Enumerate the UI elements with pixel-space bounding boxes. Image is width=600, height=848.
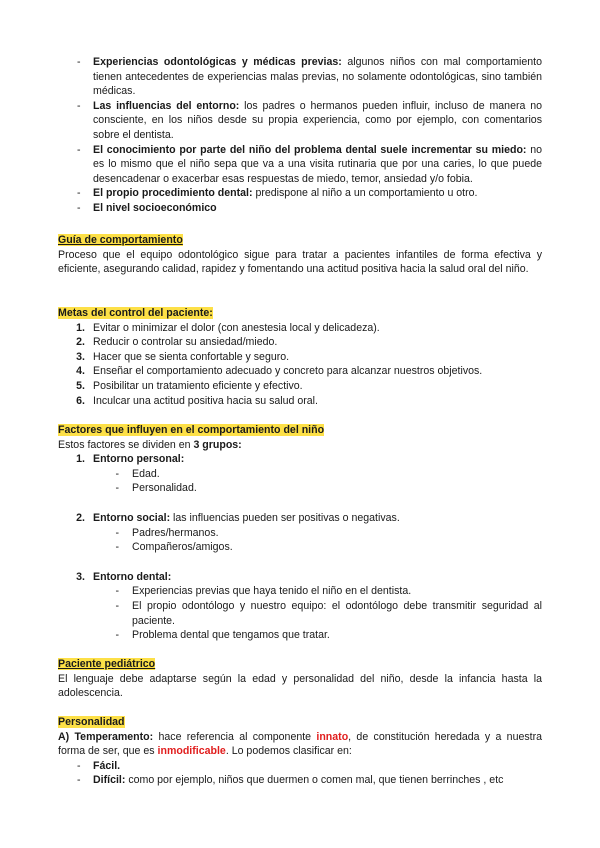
sub-text: Edad. bbox=[132, 467, 160, 480]
bullet-bold-label: El conocimiento por parte del niño del problema dental suele incrementar su miedo: bbox=[93, 143, 527, 156]
item-text: Inculcar una actitud positiva hacia su salud oral. bbox=[93, 394, 318, 407]
item-text: Evitar o minimizar el dolor (con anestesia local y delicadeza). bbox=[93, 321, 380, 334]
item-number: 2. bbox=[76, 336, 85, 349]
factores-section bbox=[58, 423, 542, 643]
numbered-item bbox=[58, 394, 542, 409]
section-heading: Guía de comportamiento bbox=[58, 234, 183, 246]
item-text: Enseñar el comportamiento adecuado y concreto para alcanzar nuestros objetivos. bbox=[93, 365, 483, 378]
item-number: 3. bbox=[76, 350, 85, 363]
numbered-item bbox=[58, 335, 542, 350]
paciente-section bbox=[58, 657, 542, 701]
paragraph: Proceso que el equipo odontológico sigue para tratar a pacientes infantiles de forma efectiva y eficiente, asegurando calidad, rapidez y fomentando una actitud positiva hacia la salud oral del niño. bbox=[58, 248, 542, 276]
item-number: 3. bbox=[76, 570, 85, 583]
list-item bbox=[58, 99, 542, 143]
list-item bbox=[58, 773, 542, 788]
group-item bbox=[58, 452, 542, 467]
bullet-text: los padres o hermanos pueden influir, incluso de manera no consciente, en los niños desde su propia experiencia, como por ejemplo, con comentarios sobre el dentista. bbox=[93, 99, 542, 141]
bullet-dash: - bbox=[77, 759, 81, 772]
bullet-bold-label: Las influencias del entorno: bbox=[93, 99, 240, 112]
bullet-dash: - bbox=[77, 201, 81, 214]
bullet-bold-label: Fácil. bbox=[93, 759, 121, 772]
sub-item bbox=[58, 599, 542, 628]
bullet-dash: - bbox=[77, 56, 81, 68]
item-number: 1. bbox=[76, 321, 85, 334]
bullet-dash: - bbox=[115, 482, 119, 495]
paragraph-label: A) Temperamento: bbox=[58, 730, 154, 743]
bullet-text: algunos niños con mal comportamiento tienen antecedentes de experiencias malas previas, no solamente odontológicas, sino también médicas. bbox=[93, 56, 543, 98]
intro-text: Estos factores se dividen en bbox=[58, 438, 194, 451]
bullet-dash: - bbox=[77, 99, 81, 112]
sub-item bbox=[58, 628, 542, 643]
red-emphasis: innato bbox=[316, 730, 349, 743]
section-heading: Factores que influyen en el comportamiento del niño bbox=[58, 424, 325, 436]
group-title: Entorno social: bbox=[93, 511, 171, 524]
paragraph-text: . Lo podemos clasificar en: bbox=[225, 745, 352, 758]
bullet-bold-label: Experiencias odontológicas y médicas previas: bbox=[93, 56, 342, 68]
bullet-dash: - bbox=[115, 526, 119, 539]
item-text: Hacer que se sienta confortable y seguro. bbox=[93, 350, 290, 363]
sub-text: Experiencias previas que haya tenido el niño en el dentista. bbox=[132, 585, 412, 598]
bullet-dash: - bbox=[115, 585, 119, 598]
group-title: Entorno personal: bbox=[93, 453, 185, 466]
paragraph-text: , de constitución heredada y a nuestra forma de ser, que es bbox=[58, 730, 543, 758]
list-item bbox=[58, 759, 542, 774]
list-item bbox=[58, 143, 542, 187]
group-item bbox=[58, 570, 542, 585]
sub-text: El propio odontólogo y nuestro equipo: el odontólogo debe transmitir seguridad al paciente. bbox=[132, 599, 542, 627]
item-number: 5. bbox=[76, 379, 85, 392]
group-text: las influencias pueden ser positivas o negativas. bbox=[170, 511, 400, 524]
group-title: Entorno dental: bbox=[93, 570, 172, 583]
sub-text: Compañeros/amigos. bbox=[132, 541, 233, 554]
paragraph: El lenguaje debe adaptarse según la edad y personalidad del niño, desde la infancia hasta la adolescencia. bbox=[58, 672, 542, 700]
sub-item bbox=[58, 584, 542, 599]
bullet-dash: - bbox=[115, 599, 119, 612]
bullet-dash: - bbox=[77, 187, 81, 200]
list-item bbox=[58, 55, 542, 99]
paragraph-text: hace referencia al componente bbox=[153, 730, 317, 743]
list-item bbox=[58, 201, 542, 216]
sub-text: Padres/hermanos. bbox=[132, 526, 219, 539]
item-text: Reducir o controlar su ansiedad/miedo. bbox=[93, 336, 278, 349]
item-number: 2. bbox=[76, 511, 85, 524]
intro-bold: 3 grupos: bbox=[193, 438, 242, 451]
bullet-text: no es lo mismo que el niño sepa que va a una visita rutinaria que por una caries, lo que puede desencadenar o exacerbar esas respuestas de miedo, temor, ansiedad y/o fobia. bbox=[93, 143, 542, 185]
bullet-bold-label: Difícil: bbox=[93, 774, 126, 787]
bullet-text: predispone al niño a un comportamiento u otro. bbox=[252, 187, 478, 200]
metas-section bbox=[58, 306, 542, 408]
guia-section bbox=[58, 233, 542, 277]
item-text: Posibilitar un tratamiento eficiente y efectivo. bbox=[93, 379, 303, 392]
section-heading: Paciente pediátrico bbox=[58, 658, 156, 670]
bullet-dash: - bbox=[115, 629, 119, 642]
red-emphasis: inmodificable bbox=[157, 745, 226, 758]
list-item bbox=[58, 186, 542, 201]
numbered-item bbox=[58, 379, 542, 394]
bullet-bold-label: El propio procedimiento dental: bbox=[93, 187, 253, 200]
bullet-dash: - bbox=[77, 774, 81, 787]
group-item bbox=[58, 511, 542, 526]
paragraph bbox=[58, 438, 542, 453]
sub-item bbox=[58, 481, 542, 496]
item-number: 4. bbox=[76, 365, 85, 378]
sub-item bbox=[58, 526, 542, 541]
bullet-text: como por ejemplo, niños que duermen o comen mal, que tienen berrinches , etc bbox=[125, 774, 504, 787]
bullet-dash: - bbox=[115, 541, 119, 554]
paragraph bbox=[58, 730, 542, 759]
sub-text: Personalidad. bbox=[132, 482, 197, 495]
item-number: 6. bbox=[76, 394, 85, 407]
sub-text: Problema dental que tengamos que tratar. bbox=[132, 629, 330, 642]
numbered-item bbox=[58, 364, 542, 379]
item-number: 1. bbox=[76, 453, 85, 466]
sub-item bbox=[58, 467, 542, 482]
personalidad-section bbox=[58, 715, 542, 788]
bullet-dash: - bbox=[115, 467, 119, 480]
numbered-item bbox=[58, 350, 542, 365]
bullet-dash: - bbox=[77, 143, 81, 156]
bullet-bold-label: El nivel socioeconómico bbox=[93, 201, 217, 214]
section-heading: Metas del control del paciente: bbox=[58, 307, 213, 319]
sub-item bbox=[58, 540, 542, 555]
intro-bullet-list bbox=[58, 55, 542, 216]
section-heading: Personalidad bbox=[58, 716, 125, 728]
numbered-item bbox=[58, 321, 542, 336]
